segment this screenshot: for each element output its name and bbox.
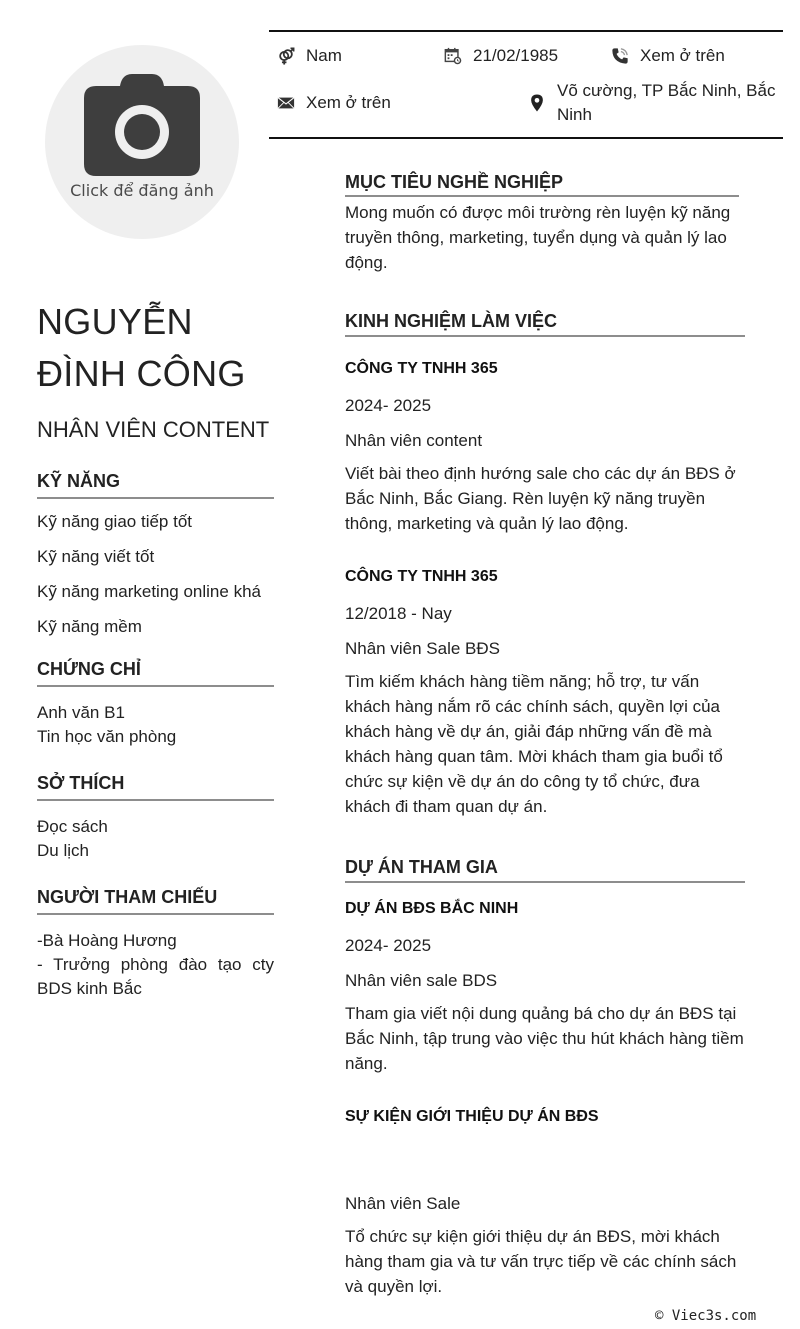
project-period — [345, 1143, 745, 1165]
projects-section — [345, 856, 745, 1299]
references-section — [37, 886, 274, 1001]
contact-email — [276, 91, 391, 115]
contact-address — [527, 79, 777, 127]
project-entry — [345, 898, 745, 1076]
experience-entry — [345, 358, 745, 536]
experience-entry — [345, 566, 745, 819]
address-value: Võ cường, TP Bắc Ninh, Bắc Ninh — [557, 81, 776, 124]
contact-gender — [276, 44, 342, 68]
upload-photo-label: Click để đăng ảnh — [70, 181, 214, 200]
hobbies-heading: SỞ THÍCH — [37, 772, 274, 801]
skill-item: Kỹ năng giao tiếp tốt — [37, 512, 193, 531]
map-pin-icon — [527, 93, 547, 113]
email-value: Xem ở trên — [306, 93, 391, 112]
project-description: Tổ chức sự kiện giới thiệu dự án BĐS, mời khách hàng tham gia và tư vấn trực tiếp về các chính sách và quyền lợi. — [345, 1227, 737, 1296]
contact-info-bar — [269, 30, 783, 139]
project-entry — [345, 1106, 745, 1299]
company-name: CÔNG TY TNHH 365 — [345, 568, 498, 585]
contact-phone — [610, 44, 725, 68]
project-name: DỰ ÁN BĐS BẮC NINH — [345, 900, 519, 917]
certificates-section — [37, 658, 274, 749]
project-period: 2024- 2025 — [345, 936, 432, 955]
objective-heading: MỤC TIÊU NGHỀ NGHIỆP — [345, 171, 739, 197]
project-role: Nhân viên sale BDS — [345, 971, 498, 990]
experience-heading: KINH NGHIỆM LÀM VIỆC — [345, 310, 745, 337]
company-name: CÔNG TY TNHH 365 — [345, 360, 498, 377]
experience-description: Tìm kiếm khách hàng tiềm năng; hỗ trợ, tư vấn khách hàng nắm rõ các chính sách, quyền lợi của khách hàng về dự án, giải đáp những vấn đề mà khách hàng quan tâm. Mời khách tham gia buổi tổ chức sự kiện về dự án do công ty tổ chức, đưa khách đi tham quan dự án. — [345, 672, 723, 816]
skill-item: Kỹ năng mềm — [37, 617, 142, 636]
copyright-footer: © Viec3s.com — [655, 1308, 757, 1324]
project-name: SỰ KIỆN GIỚI THIỆU DỰ ÁN BĐS — [345, 1108, 599, 1125]
experience-period: 2024- 2025 — [345, 396, 432, 415]
references-heading: NGƯỜI THAM CHIẾU — [37, 886, 274, 915]
phone-value: Xem ở trên — [640, 46, 725, 65]
hobby-item: Đọc sách — [37, 817, 108, 836]
reference-line: -Bà Hoàng Hương — [37, 931, 177, 950]
objective-text: Mong muốn có được môi trường rèn luyện kỹ năng truyền thông, marketing, tuyển dụng và quản lý lao động. — [345, 203, 731, 272]
project-role: Nhân viên Sale — [345, 1194, 461, 1213]
calendar-icon — [443, 46, 463, 66]
objective-section — [345, 171, 739, 275]
certificate-item: Anh văn B1 — [37, 703, 125, 722]
skills-section — [37, 470, 274, 639]
experience-position: Nhân viên content — [345, 431, 483, 450]
skill-item: Kỹ năng viết tốt — [37, 547, 155, 566]
avatar-upload[interactable] — [45, 45, 239, 239]
reference-line: - Trưởng phòng đào tạo cty BDS kinh Bắc — [37, 955, 274, 998]
projects-heading: DỰ ÁN THAM GIA — [345, 856, 745, 883]
certificate-item: Tin học văn phòng — [37, 727, 177, 746]
certificates-heading: CHỨNG CHỈ — [37, 658, 274, 687]
gender-icon — [276, 46, 296, 66]
hobby-item: Du lịch — [37, 841, 89, 860]
hobbies-section — [37, 772, 274, 863]
job-title: NHÂN VIÊN CONTENT — [37, 417, 270, 442]
experience-section — [345, 310, 745, 819]
experience-position: Nhân viên Sale BĐS — [345, 639, 500, 658]
skills-heading: KỸ NĂNG — [37, 470, 274, 499]
skill-item: Kỹ năng marketing online khá — [37, 582, 261, 601]
phone-icon — [610, 46, 630, 66]
candidate-name: NGUYỄN ĐÌNH CÔNG — [37, 301, 246, 394]
birthday-value: 21/02/1985 — [473, 46, 559, 65]
envelope-icon — [276, 93, 296, 113]
experience-period: 12/2018 - Nay — [345, 604, 452, 623]
experience-description: Viết bài theo định hướng sale cho các dự án BĐS ở Bắc Ninh, Bắc Giang. Rèn luyện kỹ năng truyền thông, marketing và quản lý lao động. — [345, 464, 736, 533]
gender-value: Nam — [306, 46, 342, 65]
contact-birthday — [443, 44, 558, 68]
project-description: Tham gia viết nội dung quảng bá cho dự án BĐS tại Bắc Ninh, tập trung vào việc thu hút khách hàng tiềm năng. — [345, 1004, 744, 1073]
camera-icon — [84, 74, 200, 176]
